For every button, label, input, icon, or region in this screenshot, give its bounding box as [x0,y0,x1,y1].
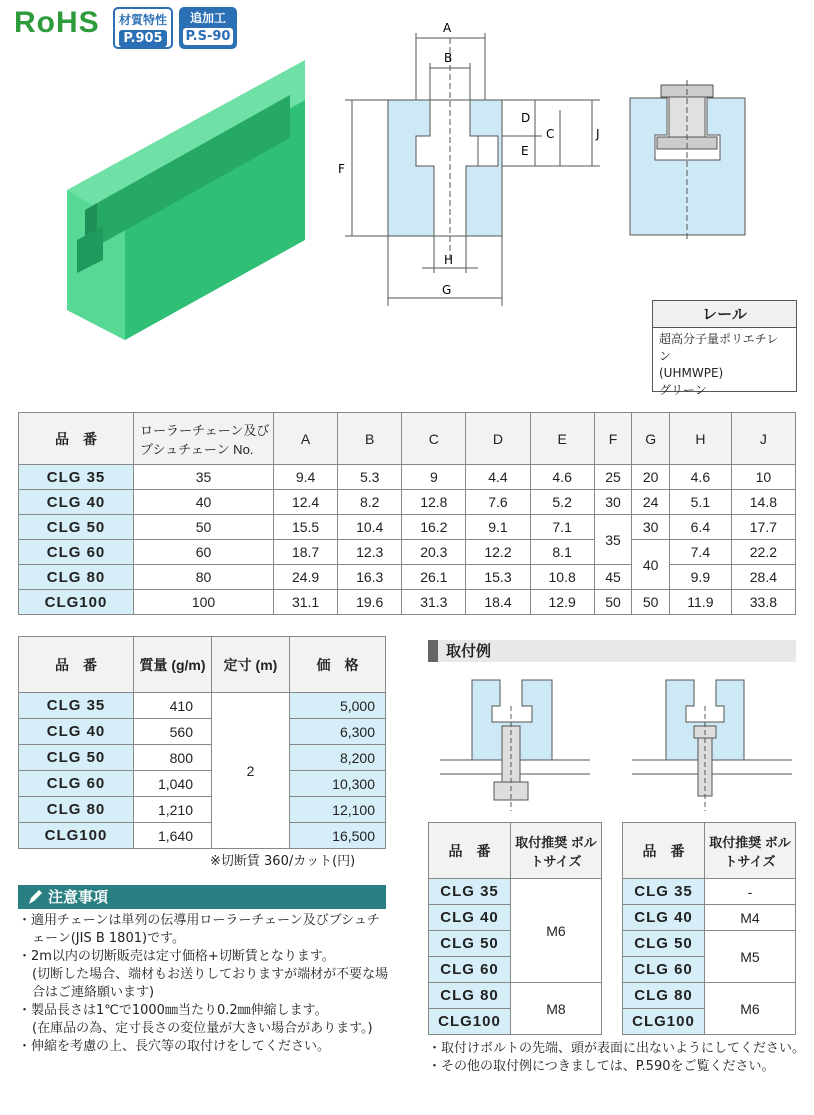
mass: 410 [134,693,212,719]
dim-f: 25 [594,465,632,490]
part-number: CLG100 [19,823,134,849]
dim-j: 33.8 [731,590,795,615]
dim-d: 4.4 [466,465,530,490]
mount-right-header-part: 品 番 [623,823,705,879]
dim-b: 5.3 [338,465,402,490]
part-number: CLG 60 [429,957,511,983]
dim-label-c: C [546,127,555,141]
cross-section-drawing [330,18,620,310]
spec-header-c: C [402,413,466,465]
caution-item: ・適用チェーンは単列の伝導用ローラーチェーン及びブシュチェーン(JIS B 1801)です。 [18,913,380,946]
chain-no: 100 [134,590,274,615]
dim-j: 17.7 [731,515,795,540]
part-number: CLG 50 [19,515,134,540]
part-number: CLG100 [623,1009,705,1035]
table-row [19,693,386,719]
dim-j: 22.2 [731,540,795,565]
dim-a: 9.4 [274,465,338,490]
price: 12,100 [290,797,386,823]
rohs-logo: RoHS [14,6,100,39]
dim-h: 9.9 [669,565,731,590]
rail-material-line1: 超高分子量ポリエチレン [659,332,779,363]
part-number: CLG 40 [19,490,134,515]
part-number: CLG 80 [19,565,134,590]
chain-no: 35 [134,465,274,490]
rail-material-line2: (UHMWPE) [659,366,724,380]
dim-h: 4.6 [669,465,731,490]
pencil-icon [27,888,43,906]
dim-d: 18.4 [466,590,530,615]
table-row [623,931,796,957]
part-number: CLG 50 [623,931,705,957]
part-number: CLG100 [19,590,134,615]
dim-h: 7.4 [669,540,731,565]
price-header-part: 品 番 [19,637,134,693]
price-table [18,636,386,849]
dim-b: 10.4 [338,515,402,540]
mount-left-header-part: 品 番 [429,823,511,879]
chain-no: 40 [134,490,274,515]
price: 5,000 [290,693,386,719]
dim-j: 28.4 [731,565,795,590]
table-row [19,490,796,515]
chain-drawing [625,80,750,240]
dim-label-b: B [444,51,453,65]
dim-e: 8.1 [530,540,594,565]
caution-list [18,912,390,1056]
dim-c: 16.2 [402,515,466,540]
dim-b: 19.6 [338,590,402,615]
part-number: CLG 40 [429,905,511,931]
dim-c: 20.3 [402,540,466,565]
part-number: CLG 80 [429,983,511,1009]
mount-right-header-bolt: 取付推奨 ボルトサイズ [705,823,796,879]
price: 6,300 [290,719,386,745]
dim-b: 16.3 [338,565,402,590]
dim-g: 40 [632,540,670,590]
table-row [623,905,796,931]
part-number: CLG 40 [623,905,705,931]
spec-header-d: D [466,413,530,465]
spec-header-a: A [274,413,338,465]
table-row [19,771,386,797]
dim-label-f: F [338,162,345,176]
rail-color: グリーン [659,383,707,397]
spec-header-b: B [338,413,402,465]
rail-title: レール [653,301,796,328]
dim-label-j: J [596,127,600,141]
mount-bolt-table-right [622,822,796,1035]
price-header-mass: 質量 (g/m) [134,637,212,693]
part-number: CLG 40 [19,719,134,745]
table-row [429,983,602,1009]
dim-g: 30 [632,515,670,540]
dim-a: 18.7 [274,540,338,565]
spec-header-f: F [594,413,632,465]
machining-badge[interactable] [179,7,237,49]
dim-d: 15.3 [466,565,530,590]
part-number: CLG 60 [623,957,705,983]
bolt-size: M8 [511,983,602,1035]
caution-item: (在庫品の為、定寸長さの変位量が大きい場合があります。) [32,1021,373,1036]
price: 16,500 [290,823,386,849]
bolt-size: M5 [705,931,796,983]
dim-j: 14.8 [731,490,795,515]
table-row [19,797,386,823]
mass: 800 [134,745,212,771]
material-badge-page: P.905 [119,30,167,47]
dim-g: 20 [632,465,670,490]
dim-e: 7.1 [530,515,594,540]
dim-f: 35 [594,515,632,565]
part-number: CLG100 [429,1009,511,1035]
part-number: CLG 60 [19,540,134,565]
part-number: CLG 80 [623,983,705,1009]
table-row [19,745,386,771]
dim-e: 4.6 [530,465,594,490]
dim-c: 9 [402,465,466,490]
table-row [19,823,386,849]
table-row [19,565,796,590]
bolt-size: M6 [705,983,796,1035]
spec-header-e: E [530,413,594,465]
part-number: CLG 35 [429,879,511,905]
spec-header-part: 品 番 [19,413,134,465]
mass: 560 [134,719,212,745]
mass: 1,040 [134,771,212,797]
dim-d: 9.1 [466,515,530,540]
part-number: CLG 50 [19,745,134,771]
dim-a: 15.5 [274,515,338,540]
dim-label-a: A [443,21,452,35]
dim-e: 12.9 [530,590,594,615]
dim-a: 24.9 [274,565,338,590]
dim-b: 8.2 [338,490,402,515]
chain-no: 60 [134,540,274,565]
dim-label-g: G [442,283,452,297]
caution-item: ・製品長さは1℃で1000㎜当たり0.2㎜伸縮します。 [18,1003,328,1018]
caution-item: ・伸縮を考慮の上、長穴等の取付けをしてください。 [18,1039,331,1054]
dim-label-h: H [444,253,454,267]
bolt-size: - [705,879,796,905]
dim-a: 31.1 [274,590,338,615]
price-header-price: 価 格 [290,637,386,693]
table-row [19,590,796,615]
spec-header-g: G [632,413,670,465]
part-number: CLG 35 [19,465,134,490]
rail-material-box [652,300,797,397]
dim-h: 11.9 [669,590,731,615]
dim-c: 26.1 [402,565,466,590]
dim-d: 7.6 [466,490,530,515]
dim-h: 5.1 [669,490,731,515]
part-number: CLG 60 [19,771,134,797]
standard-length: 2 [212,693,290,849]
table-row [19,465,796,490]
mass: 1,210 [134,797,212,823]
mount-left-header-bolt: 取付推奨 ボルトサイズ [511,823,602,879]
table-row [19,540,796,565]
mount-example-right [632,676,792,816]
table-row [623,983,796,1009]
dim-f: 30 [594,490,632,515]
product-illustration [55,60,315,340]
part-number: CLG 35 [623,879,705,905]
dim-e: 5.2 [530,490,594,515]
dim-label-d: D [521,111,531,125]
dim-e: 10.8 [530,565,594,590]
mount-notes [428,1040,808,1076]
cut-fee-note: ※切断賃 360/カット(円) [210,854,356,869]
machining-badge-label: 追加工 [189,11,226,25]
table-row [623,879,796,905]
part-number: CLG 50 [429,931,511,957]
caution-title: 注意事項 [48,888,109,906]
dim-d: 12.2 [466,540,530,565]
mount-example-left [440,676,590,816]
material-badge[interactable] [113,7,173,49]
dim-f: 50 [594,590,632,615]
spec-header-h: H [669,413,731,465]
chain-no: 50 [134,515,274,540]
bolt-size: M6 [511,879,602,983]
dim-b: 12.3 [338,540,402,565]
mount-note: ・取付けボルトの先端、頭が表面に出ないようにしてください。 [428,1041,806,1056]
caution-item: ・2m以内の切断販売は定寸価格+切断賃となります。 [18,949,335,964]
caution-header [18,885,386,909]
dim-f: 45 [594,565,632,590]
price: 10,300 [290,771,386,797]
bolt-size: M4 [705,905,796,931]
dim-label-e: E [521,144,529,158]
chain-no: 80 [134,565,274,590]
dim-g: 50 [632,590,670,615]
dim-j: 10 [731,465,795,490]
dim-g: 24 [632,490,670,515]
table-row [429,879,602,905]
mount-bolt-table-left [428,822,602,1035]
dim-h: 6.4 [669,515,731,540]
dim-c: 31.3 [402,590,466,615]
spec-header-chain: ローラーチェーン及び ブシュチェーン No. [134,413,274,465]
caution-item: (切断した場合、端材もお送りしておりますが端材が不要な場合はご連絡願います) [32,967,389,1000]
part-number: CLG 80 [19,797,134,823]
dim-a: 12.4 [274,490,338,515]
price-header-length: 定寸 (m) [212,637,290,693]
material-badge-label: 材質特性 [118,13,167,27]
spec-table [18,412,796,615]
machining-badge-page: P.S-90 [183,28,233,45]
table-row [19,719,386,745]
spec-header-j: J [731,413,795,465]
price: 8,200 [290,745,386,771]
mount-note: ・その他の取付例につきましては、P.590をご覧ください。 [428,1059,775,1074]
part-number: CLG 35 [19,693,134,719]
table-row [19,515,796,540]
mass: 1,640 [134,823,212,849]
dim-c: 12.8 [402,490,466,515]
mount-header: 取付例 [428,640,796,662]
